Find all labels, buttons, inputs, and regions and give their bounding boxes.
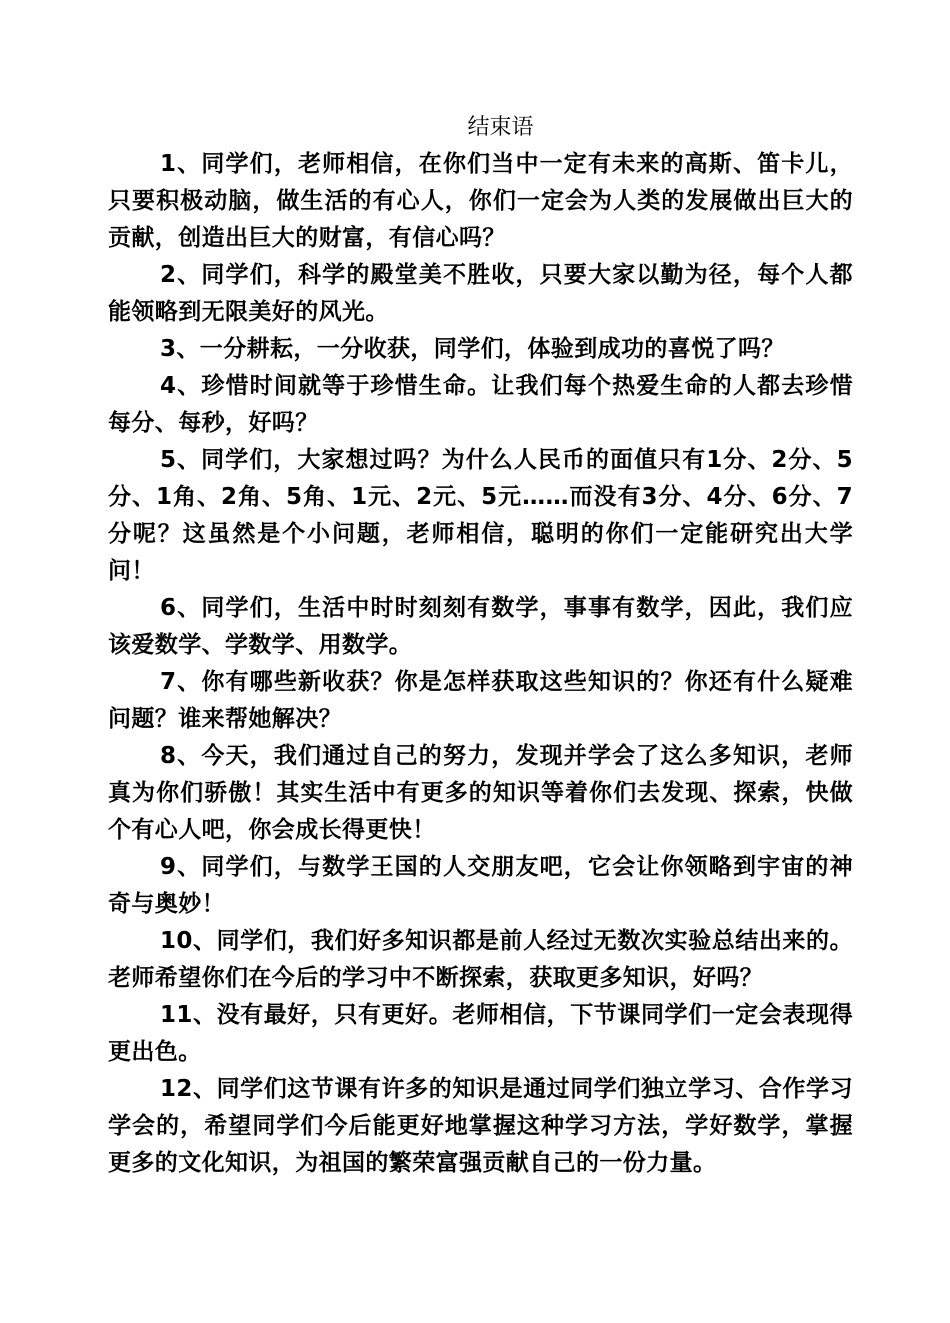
- paragraph-10: 10、同学们，我们好多知识都是前人经过无数次实验总结出来的。老师希望你们在今后的学习中不断探索，获取更多知识，好吗？: [108, 928, 853, 991]
- paragraph-11: 11、没有最好，只有更好。老师相信，下节课同学们一定会表现得更出色。: [108, 1002, 853, 1065]
- paragraph-12: 12、同学们这节课有许多的知识是通过同学们独立学习、合作学习学会的，希望同学们今后能更好地掌握这种学习方法，学好数学，掌握更多的文化知识，为祖国的繁荣富强贡献自己的一份力量。: [108, 1076, 853, 1176]
- document-page: [108, 110, 853, 1182]
- paragraph-7: 7、你有哪些新收获？你是怎样获取这些知识的？你还有什么疑难问题？谁来帮她解决？: [108, 669, 853, 732]
- paragraph-2: 2、同学们，科学的殿堂美不胜收，只要大家以勤为径，每个人都能领略到无限美好的风光。: [108, 262, 853, 325]
- paragraph-8: 8、今天，我们通过自己的努力，发现并学会了这么多知识，老师真为你们骄傲！其实生活中有更多的知识等着你们去发现、探索，快做个有心人吧，你会成长得更快！: [108, 743, 853, 843]
- paragraph-3: 3、一分耕耘，一分收获，同学们，体验到成功的喜悦了吗？: [160, 336, 785, 362]
- paragraph-1: 1、同学们，老师相信，在你们当中一定有未来的高斯、笛卡儿，只要积极动脑，做生活的有心人，你们一定会为人类的发展做出巨大的贡献，创造出巨大的财富，有信心吗？: [108, 151, 853, 251]
- paragraph-9: 9、同学们，与数学王国的人交朋友吧，它会让你领略到宇宙的神奇与奥妙！: [108, 854, 853, 917]
- document-title: 结束语: [467, 115, 534, 140]
- paragraph-4: 4、珍惜时间就等于珍惜生命。让我们每个热爱生命的人都去珍惜每分、每秒，好吗？: [108, 373, 853, 436]
- paragraph-6: 6、同学们，生活中时时刻刻有数学，事事有数学，因此，我们应该爱数学、学数学、用数学。: [108, 595, 853, 658]
- paragraph-5: 5、同学们，大家想过吗？为什么人民币的面值只有1分、2分、5分、1角、2角、5角、1元、2元、5元……而没有3分、4分、6分、7分呢？这虽然是个小问题，老师相信，聪明的你们一定能研究出大学问！: [108, 447, 853, 584]
